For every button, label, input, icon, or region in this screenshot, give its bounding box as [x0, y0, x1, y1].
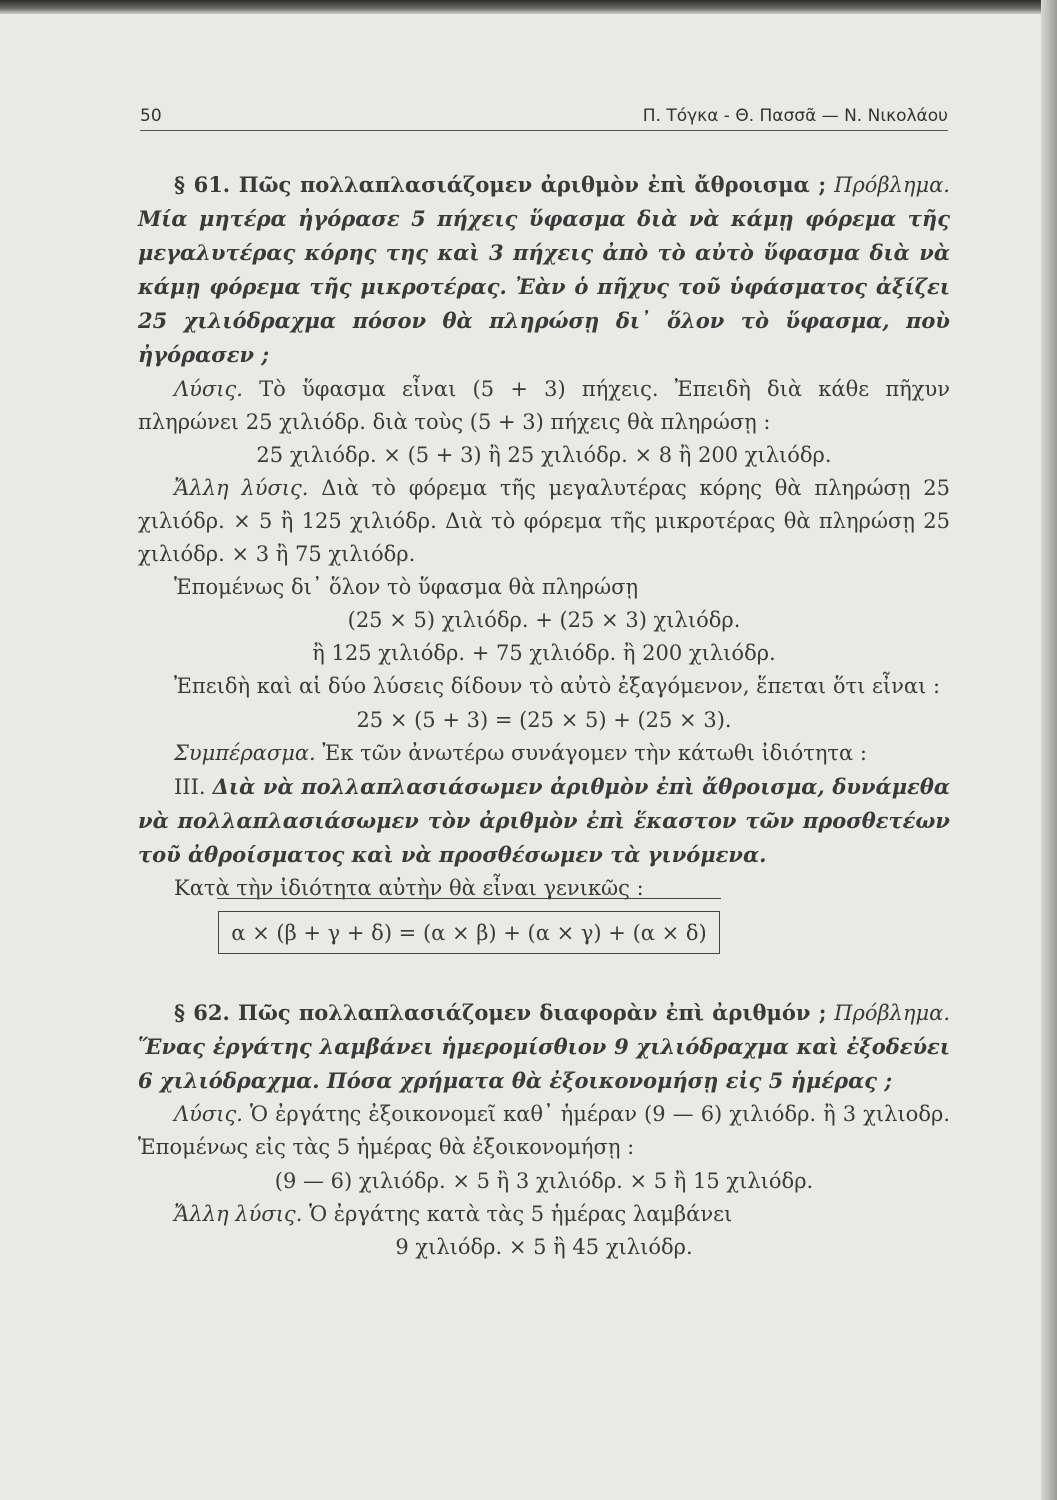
solution-label: Λύσις.	[174, 1102, 243, 1127]
general-line: Κατὰ τὴν ἰδιότητα αὐτὴν θὰ εἶναι γενικῶς :	[174, 875, 644, 900]
property-statement	[138, 770, 950, 872]
author-line: Π. Τόγκα - Θ. Πασσᾶ — Ν. Νικολάου	[642, 106, 948, 126]
solution-text: Τὸ ὕφασμα εἶναι (5 + 3) πήχεις. Ἐπειδὴ διὰ κάθε πῆχυν πληρώνει 25 χιλιόδρ. διὰ τοὺς (5 + 3) πήχεις θὰ πληρώσῃ :	[138, 376, 950, 434]
solution-text: Ὁ ἐργάτης ἐξοικονομεῖ καθ᾿ ἡμέραν (9 — 6) χιλιόδρ. ἢ 3 χιλιοδρ. Ἑπομένως εἰς τὰς 5 ἡμέρας θὰ ἐξοικονομήσῃ :	[138, 1102, 950, 1160]
alternative-label: Ἄλλη λύσις.	[174, 475, 309, 500]
section-61-heading: § 61. Πῶς πολλαπλασιάζομεν ἀριθμὸν ἐπὶ ἄθροισμα ;	[174, 172, 827, 197]
page-number: 50	[140, 106, 162, 126]
equation-line: 25 × (5 + 3) = (25 × 5) + (25 × 3).	[356, 707, 732, 732]
conclusion-text: Ἐκ τῶν ἀνωτέρω συνάγομεν τὴν κάτωθι ἰδιότητα :	[322, 740, 867, 765]
calculation-line: (25 × 5) χιλιόδρ. + (25 × 3) χιλιόδρ.	[347, 608, 741, 633]
section-62-problem	[138, 996, 950, 1098]
conclusion-label: Συμπέρασμα.	[174, 740, 316, 765]
alternative-solution	[138, 472, 950, 571]
alternative-solution	[138, 1198, 950, 1231]
section-61-problem	[138, 168, 950, 373]
conclusion-paragraph	[138, 737, 950, 770]
problem-label: Πρόβλημα.	[834, 173, 950, 197]
property-number: ΙΙΙ.	[174, 774, 206, 799]
problem-text: Ἕνας ἐργάτης λαμβάνει ἡμερομίσθιον 9 χιλιόδραχμα καὶ ἐξοδεύει 6 χιλιόδραχμα. Πόσα χρήματα θὰ ἐξοικονομήσῃ εἰς 5 ἡμέρας ;	[138, 1034, 950, 1094]
running-header	[140, 104, 948, 131]
hence-line: Ἑπομένως δι᾿ ὅλον τὸ ὕφασμα θὰ πληρώσῃ	[174, 575, 639, 600]
property-text: Διὰ νὰ πολλαπλασιάσωμεν ἀριθμὸν ἐπὶ ἄθροισμα, δυνάμεθα νὰ πολλαπλασιάσωμεν τὸν ἀριθμὸν ἐπὶ ἕκαστον τῶν προσθετέων τοῦ ἀθροίσματος καὶ νὰ προσθέσωμεν τὰ γινόμενα.	[138, 773, 950, 867]
since-paragraph: Ἐπειδὴ καὶ αἱ δύο λύσεις δίδουν τὸ αὐτὸ ἐξαγόμενον, ἕπεται ὅτι εἶναι :	[174, 674, 941, 699]
calculation-line: 25 χιλιόδρ. × (5 + 3) ἢ 25 χιλιόδρ. × 8 ἢ 200 χιλιόδρ.	[256, 442, 832, 467]
alternative-label: Ἄλλη λύσις.	[174, 1201, 303, 1226]
page-body	[138, 168, 950, 1264]
solution-paragraph	[138, 1098, 950, 1164]
problem-label: Πρόβλημα.	[834, 1001, 950, 1026]
calculation-line: ἢ 125 χιλιόδρ. + 75 χιλιόδρ. ἢ 200 χιλιόδρ.	[312, 641, 776, 666]
calculation-line: (9 — 6) χιλιόδρ. × 5 ἢ 3 χιλιόδρ. × 5 ἢ 15 χιλιόδρ.	[274, 1168, 814, 1193]
solution-label: Λύσις.	[174, 376, 243, 401]
alternative-text: Διὰ τὸ φόρεμα τῆς μεγαλυτέρας κόρης θὰ πληρώσῃ 25 χιλιόδρ. × 5 ἢ 125 χιλιόδρ. Διὰ τὸ φόρεμα τῆς μικροτέρας θὰ πληρώσῃ 25 χιλιόδρ. × 3 ἢ 75 χιλιόδρ.	[138, 475, 950, 567]
section-62-heading: § 62. Πῶς πολλαπλασιάζομεν διαφορὰν ἐπὶ ἀριθμόν ;	[174, 1000, 827, 1026]
problem-text: Μία μητέρα ἠγόρασε 5 πήχεις ὕφασμα διὰ νὰ κάμῃ φόρεμα τῆς μεγαλυτέρας κόρης της καὶ 3 πήχεις ἀπὸ τὸ αὐτὸ ὕφασμα διὰ νὰ κάμῃ φόρεμα τῆς μικροτέρας. Ἐὰν ὁ πῆχυς τοῦ ὑφάσματος ἀξίζει 25 χιλιόδραχμα πόσον θὰ πληρώσῃ δι᾿ ὅλον τὸ ὕφασμα, ποὺ ἠγόρασεν ;	[138, 206, 950, 368]
alternative-text: Ὁ ἐργάτης κατὰ τὰς 5 ἡμέρας λαμβάνει	[309, 1201, 733, 1226]
formula-container	[138, 911, 950, 954]
boxed-formula: α × (β + γ + δ) = (α × β) + (α × γ) + (α × δ)	[218, 911, 719, 954]
calculation-line: 9 χιλιόδρ. × 5 ἢ 45 χιλιόδρ.	[395, 1234, 693, 1259]
solution-paragraph	[138, 373, 950, 439]
